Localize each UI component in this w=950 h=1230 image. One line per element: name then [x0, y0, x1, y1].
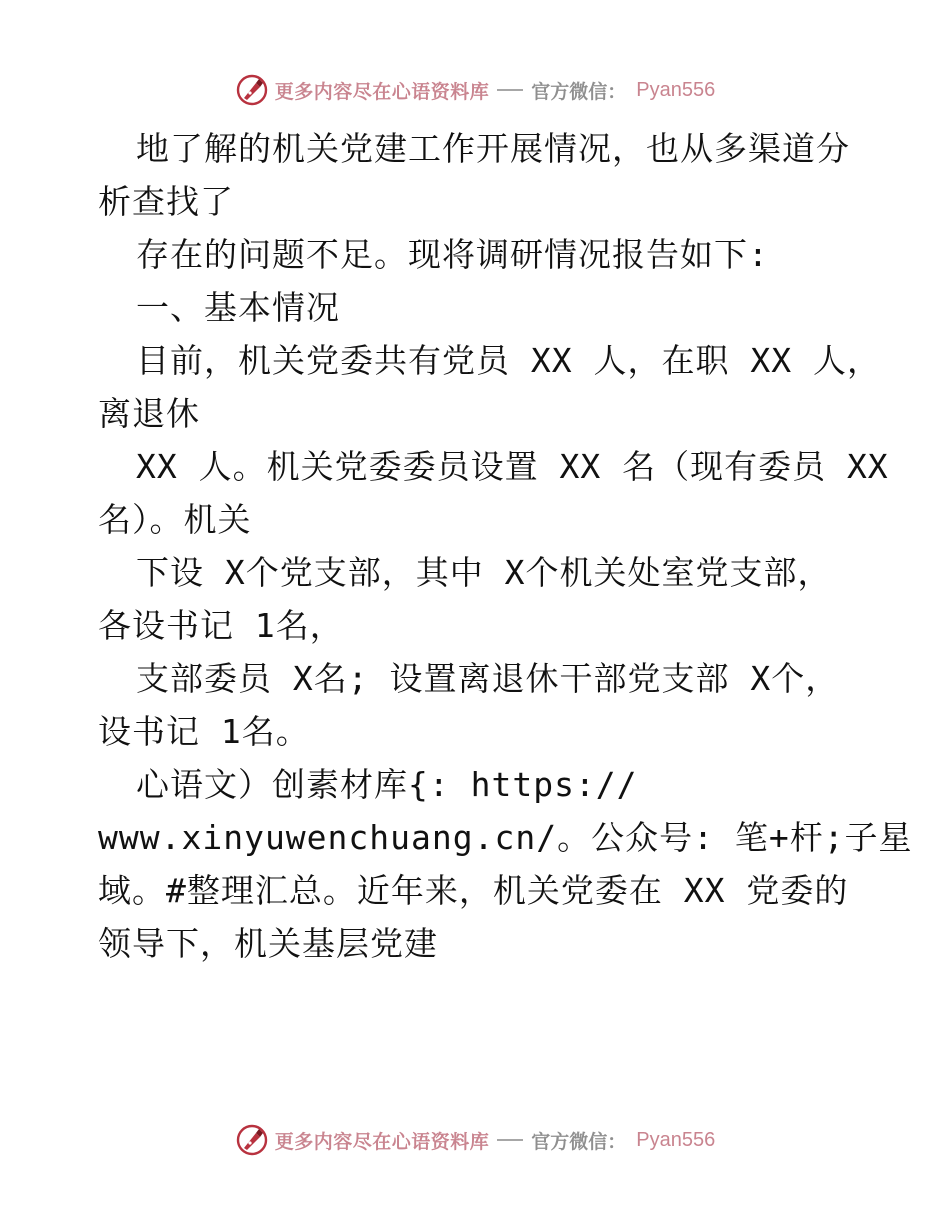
- text-line: 支部委员 X名; 设置离退休干部党支部 X个，: [136, 659, 840, 698]
- text-line: www.xinyuwenchuang.cn/。公众号: 笔+杆;子星: [98, 818, 913, 857]
- watermark-content: [235, 73, 716, 107]
- text-line: XX 人。机关党委委员设置 XX 名（现有委员 XX: [136, 447, 889, 486]
- text-line: 离退休: [98, 394, 200, 433]
- text-line: 地了解的机关党建工作开展情况，也从多渠道分: [136, 129, 850, 168]
- text-line: 各设书记 1名，: [98, 606, 344, 645]
- document-body: [98, 122, 913, 970]
- header-watermark: [0, 70, 950, 110]
- pen-nib-logo-icon: [235, 1123, 269, 1157]
- watermark-dash: [497, 89, 523, 91]
- watermark-wechat-label: 官方微信：: [531, 80, 627, 103]
- text-line: 心语文）创素材库{: https://: [136, 765, 638, 804]
- footer-watermark: [0, 1120, 950, 1160]
- text-line: 名）。机关: [98, 500, 252, 539]
- watermark-text: 更多内容尽在心语资料库: [274, 80, 490, 103]
- watermark-wechat-id: Pyan556: [636, 1128, 716, 1151]
- text-line: 下设 X个党支部，其中 X个机关处室党支部，: [136, 553, 832, 592]
- watermark-wechat-label: 官方微信：: [531, 1130, 627, 1153]
- text-line: 析查找了: [98, 182, 234, 221]
- text-line: 领导下，机关基层党建: [98, 924, 438, 963]
- watermark-wechat-id: Pyan556: [636, 78, 716, 101]
- watermark-dash: [497, 1139, 523, 1141]
- watermark-content: [235, 1123, 716, 1157]
- watermark-text: 更多内容尽在心语资料库: [274, 1130, 490, 1153]
- text-line: 域。#整理汇总。近年来，机关党委在 XX 党委的: [98, 871, 849, 910]
- pen-nib-logo-icon: [235, 73, 269, 107]
- section-heading: 一、基本情况: [136, 288, 340, 327]
- text-line: 设书记 1名。: [98, 712, 310, 751]
- text-line: 目前，机关党委共有党员 XX 人，在职 XX 人，: [136, 341, 881, 380]
- text-line: 存在的问题不足。现将调研情况报告如下:: [136, 235, 769, 274]
